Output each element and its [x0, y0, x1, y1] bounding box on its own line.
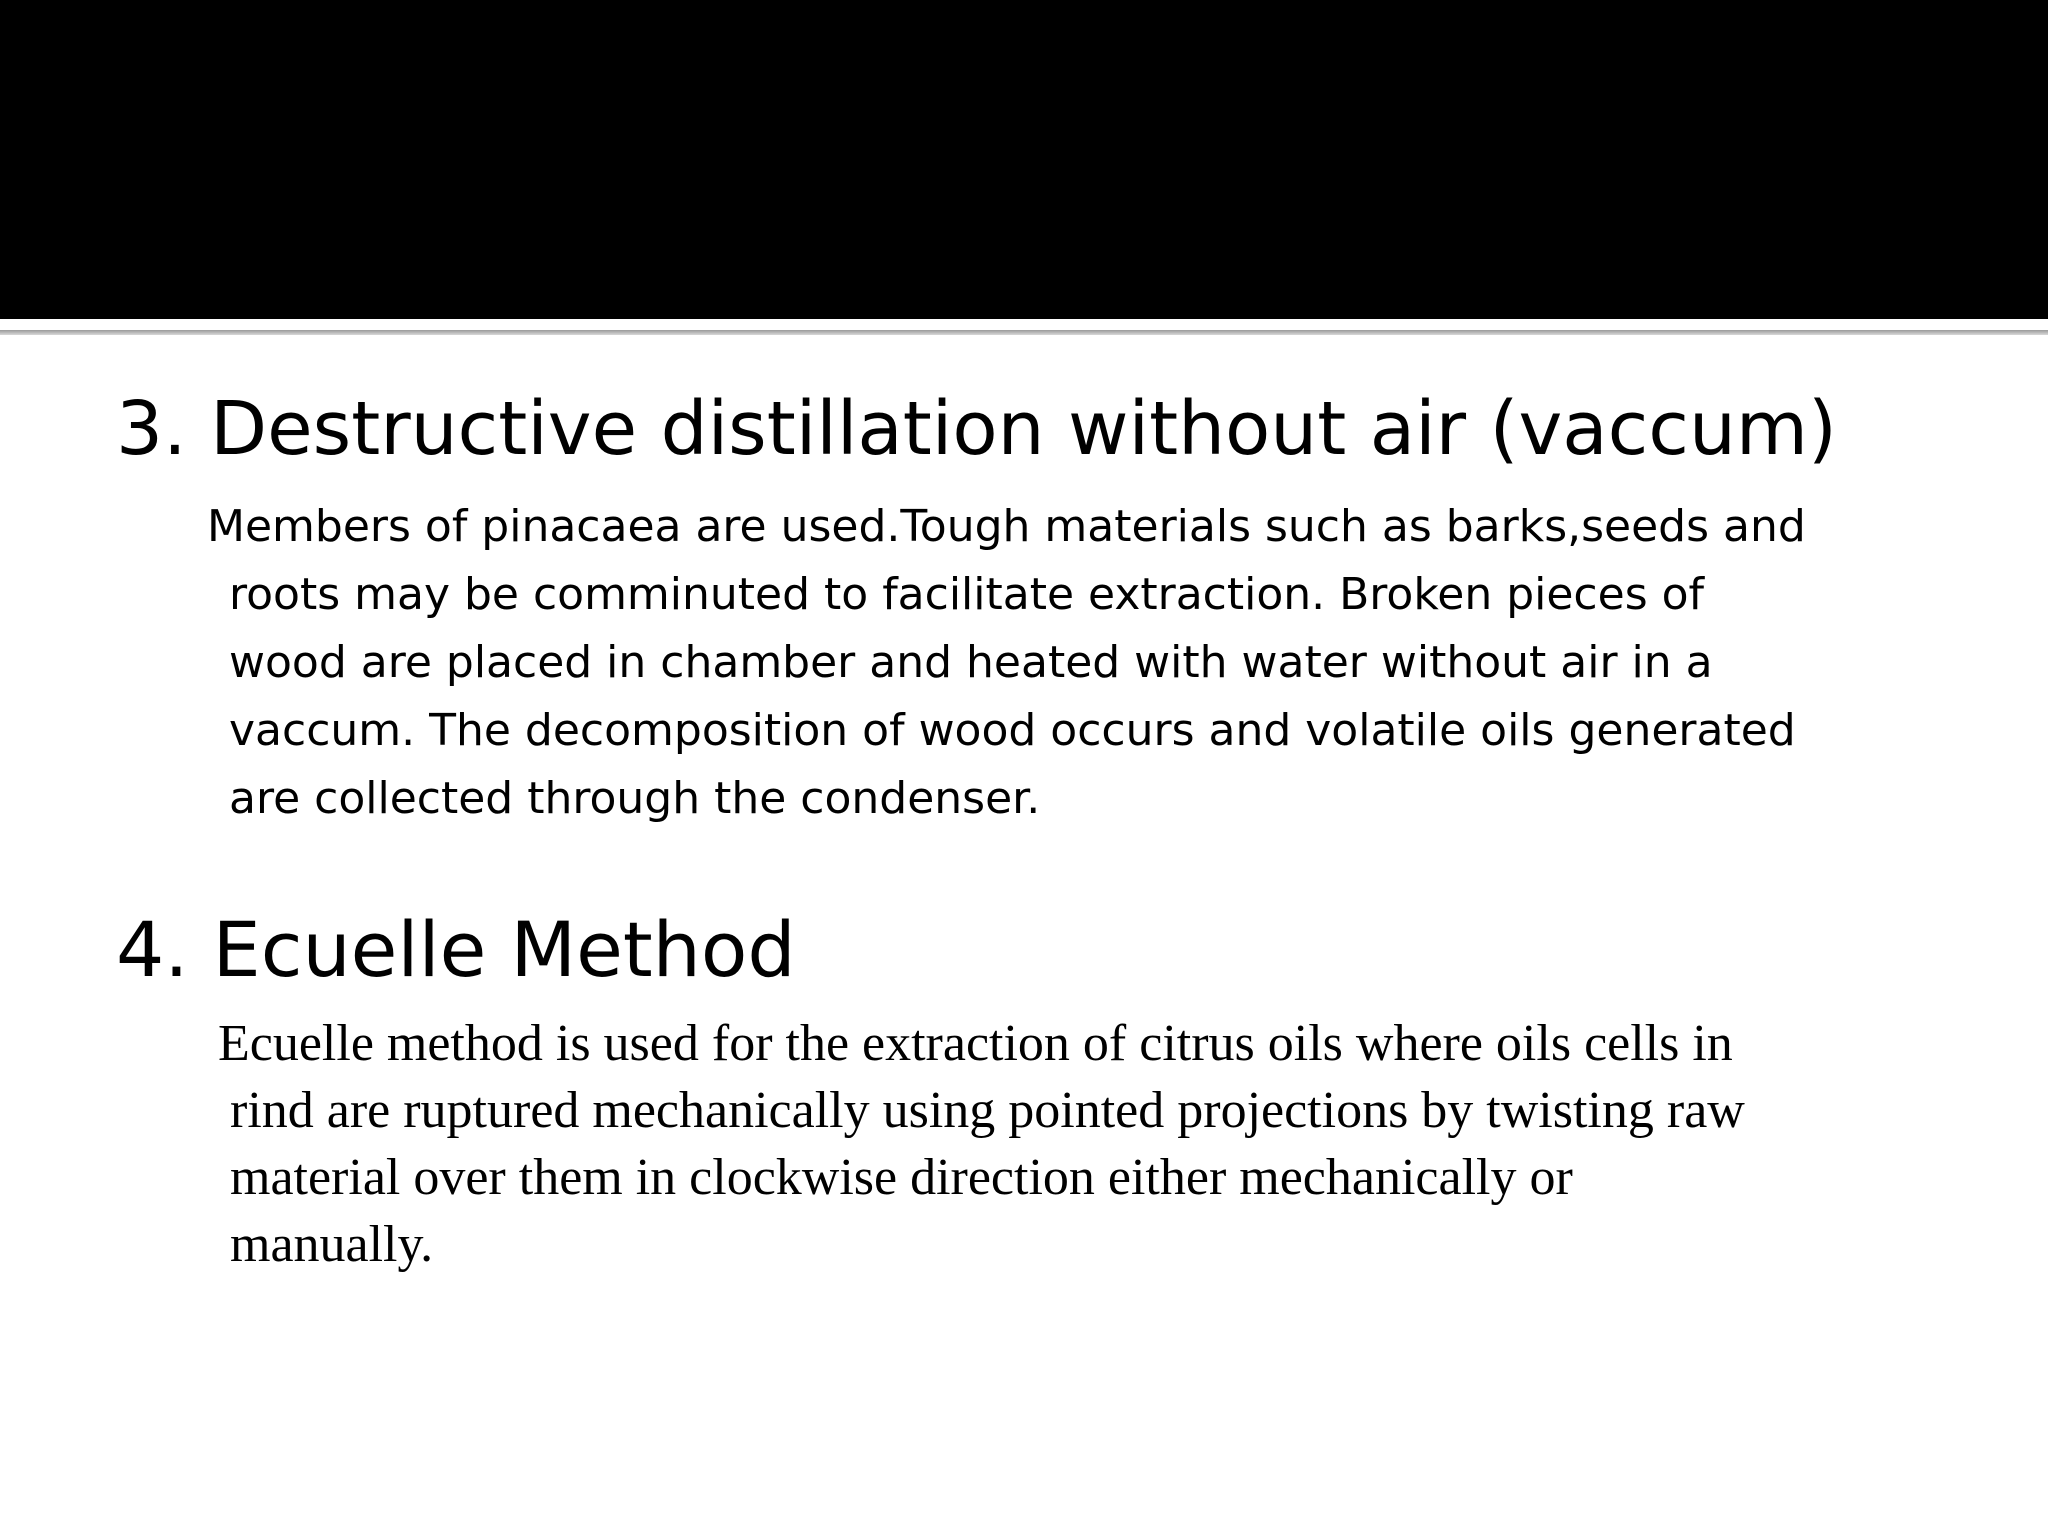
paragraph-line: wood are placed in chamber and heated with water without air in a — [229, 637, 1713, 688]
paragraph-line: Members of pinacaea are used.Tough materials such as barks,seeds and — [207, 501, 1806, 552]
paragraph-line: roots may be comminuted to facilitate extraction. Broken pieces of — [229, 569, 1705, 620]
paragraph-line: rind are ruptured mechanically using pointed projections by twisting raw — [230, 1082, 1745, 1139]
paragraph-line: vaccum. The decomposition of wood occurs and volatile oils generated — [229, 705, 1796, 756]
paragraph-line: manually. — [230, 1216, 434, 1273]
paragraph-line: material over them in clockwise direction either mechanically or — [230, 1149, 1573, 1206]
paragraph-line: Ecuelle method is used for the extraction of citrus oils where oils cells in — [218, 1015, 1733, 1072]
title-divider — [0, 330, 2048, 335]
section-heading-ecuelle-method: 4. Ecuelle Method — [116, 905, 796, 994]
section-heading-destructive-distillation: 3. Destructive distillation without air (vaccum) — [116, 386, 1837, 472]
title-band — [0, 0, 2048, 319]
destructive-distillation-paragraph — [207, 493, 1907, 833]
paragraph-line: are collected through the condenser. — [229, 773, 1041, 824]
ecuelle-method-paragraph — [218, 1010, 1898, 1278]
